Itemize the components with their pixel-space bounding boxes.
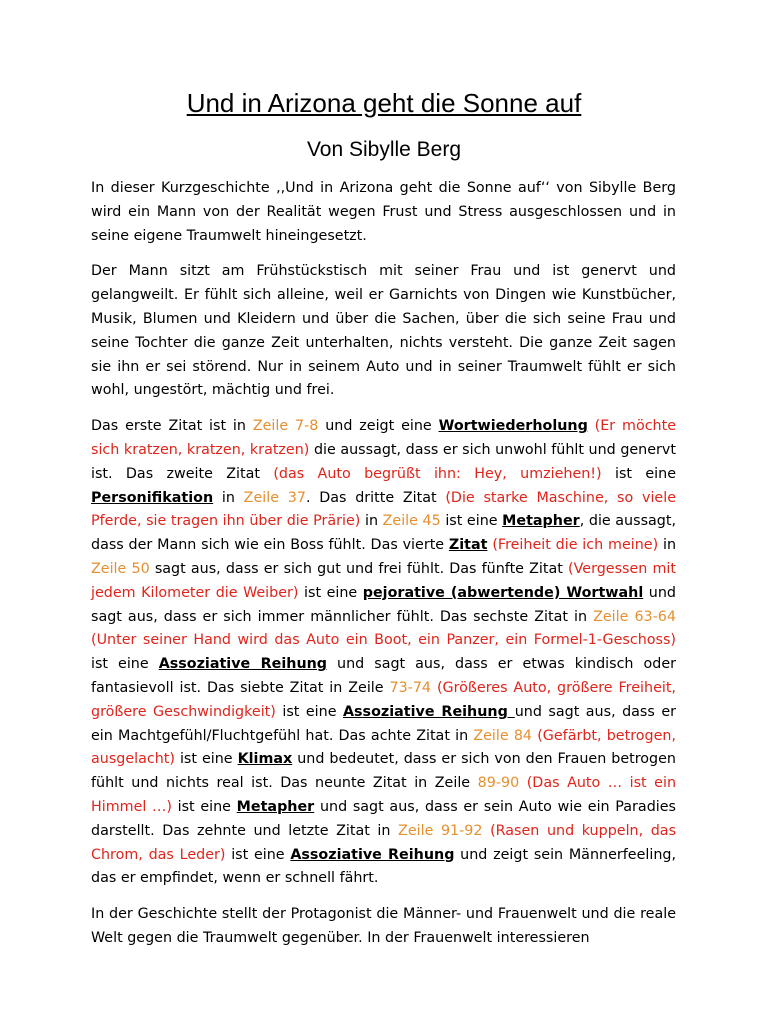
paragraph-intro: In dieser Kurzgeschichte ,,Und in Arizona geht die Sonne auf‘‘ von Sibylle Berg wird ein Mann von der Realität wegen Frust und Stress ausgeschlossen und in seine eigene Traumwelt hineingesetzt. <box>91 180 676 244</box>
paragraph-summary: Der Mann sitzt am Frühstückstisch mit seiner Frau und ist genervt und gelangweilt. Er fühlt sich alleine, weil er Garnichts von Dingen wie Kunstbücher, Musik, Blumen und Kleidern und über die Sachen, über die sich seine Frau und seine Tochter die ganze Zeit unterhalten, nichts versteht. Die ganze Zeit sagen sie ihn er sei störend. Nur in seinem Auto und in seiner Traumwelt fühlt er sich wohl, ungestört, mächtig und frei. <box>91 263 676 399</box>
body-text: . Das dritte Zitat <box>305 489 446 506</box>
line-reference: Zeile 63-64 <box>593 608 676 625</box>
body-text: ist eine <box>298 584 363 601</box>
body-text: und sagt aus, dass er sein Auto wie ein Paradies darstellt. Das zehnte und letzte Zitat in <box>91 798 676 839</box>
body-text: , die aussagt, dass der Mann sich wie ein Boss fühlt. Das vierte <box>91 513 677 554</box>
line-reference: Zeile 50 <box>91 560 150 577</box>
body-text: ist eine <box>440 513 503 530</box>
stylistic-device: Metapher <box>502 513 580 530</box>
line-reference: Zeile 37 <box>243 489 306 506</box>
page-subtitle: Von Sibylle Berg <box>306 138 462 161</box>
quote-text: (Größeres Auto, größere Freiheit, größere Geschwindigkeit) <box>91 679 676 720</box>
quote-text: (Gefärbt, betrogen, ausgelacht) <box>91 727 676 768</box>
body-text: ist eine <box>171 798 237 815</box>
body-text: sagt aus, dass er sich gut und frei fühlt. Das fünfte Zitat <box>149 560 569 577</box>
line-reference: Zeile 84 <box>473 727 533 744</box>
body-text: die aussagt, dass er sich unwohl fühlt und genervt ist. Das zweite Zitat <box>91 441 676 482</box>
stylistic-device: Assoziative Reihung <box>290 846 455 863</box>
paragraph-analysis <box>91 415 676 891</box>
quote-text: (Rasen und kuppeln, das Chrom, das Leder) <box>91 822 677 863</box>
stylistic-device: Wortwiederholung <box>438 418 588 435</box>
quote-text: (das Auto begrüßt ihn: Hey, umziehen!) <box>273 465 602 482</box>
body-text: und zeigt sein Männerfeeling, das er empfindet, wenn er schnell fährt. <box>91 846 676 887</box>
line-reference: Zeile 45 <box>382 513 441 530</box>
body-text: und sagt aus, dass er sich immer männlicher fühlt. Das sechste Zitat in <box>91 584 676 625</box>
body-text: ist eine <box>174 751 238 768</box>
body-text: und sagt aus, dass er etwas kindisch oder fantasievoll ist. Das siebte Zitat in Zeile <box>91 656 676 696</box>
body-text: in <box>213 489 244 506</box>
line-reference: Zeile 7-8 <box>252 418 319 435</box>
stylistic-device: Klimax <box>237 751 293 768</box>
quote-text: (Er möchte sich kratzen, kratzen, kratzen) <box>91 418 677 458</box>
line-reference: 73-74 <box>389 679 432 696</box>
quote-text: (Unter seiner Hand wird das Auto ein Boot, ein Panzer, ein Formel-1-Geschoss) <box>91 632 676 649</box>
body-text: ist eine <box>601 465 676 482</box>
page-title: Und in Arizona geht die Sonne auf <box>186 88 582 118</box>
stylistic-device: pejorative (abwertende) Wortwahl <box>362 584 644 601</box>
quote-text: (Freiheit die ich meine) <box>492 537 659 554</box>
stylistic-device: Personifikation <box>91 489 214 506</box>
body-text: ist eine <box>225 846 291 863</box>
quote-text: (Die starke Maschine, so viele Pferde, sie tragen ihn über die Prärie) <box>91 489 676 530</box>
paragraph-comparison: In der Geschichte stellt der Protagonist die Männer- und Frauenwelt und die reale Welt gegen die Traumwelt gegenüber. In der Frauenwelt interessieren <box>91 906 676 946</box>
body-text <box>483 823 491 839</box>
line-reference: Zeile 91-92 <box>398 822 483 839</box>
line-reference: 89-90 <box>477 775 520 792</box>
stylistic-device: Assoziative Reihung <box>342 703 515 720</box>
document-body <box>91 177 676 963</box>
body-text: Das erste Zitat ist in <box>91 418 253 435</box>
body-text: ist eine <box>275 703 343 720</box>
body-text <box>519 775 527 791</box>
body-text: und bedeutet, dass er sich von den Frauen betrogen fühlt und nichts real ist. Das neunte Zitat in Zeile <box>91 751 676 792</box>
stylistic-device: Zitat <box>448 537 488 554</box>
body-text: ist eine <box>91 656 159 673</box>
body-text: und sagt aus, dass er ein Machtgefühl/Fluchtgefühl hat. Das achte Zitat in <box>91 703 676 744</box>
body-text <box>588 418 595 434</box>
body-text: und zeigt eine <box>318 418 439 435</box>
quote-text: (Das Auto … ist ein Himmel …) <box>91 775 677 815</box>
stylistic-device: Metapher <box>236 798 315 815</box>
body-text: in <box>360 513 383 530</box>
quote-text: (Vergessen mit jedem Kilometer die Weiber) <box>91 560 676 601</box>
stylistic-device: Assoziative Reihung <box>158 656 328 673</box>
body-text: in <box>658 537 677 554</box>
